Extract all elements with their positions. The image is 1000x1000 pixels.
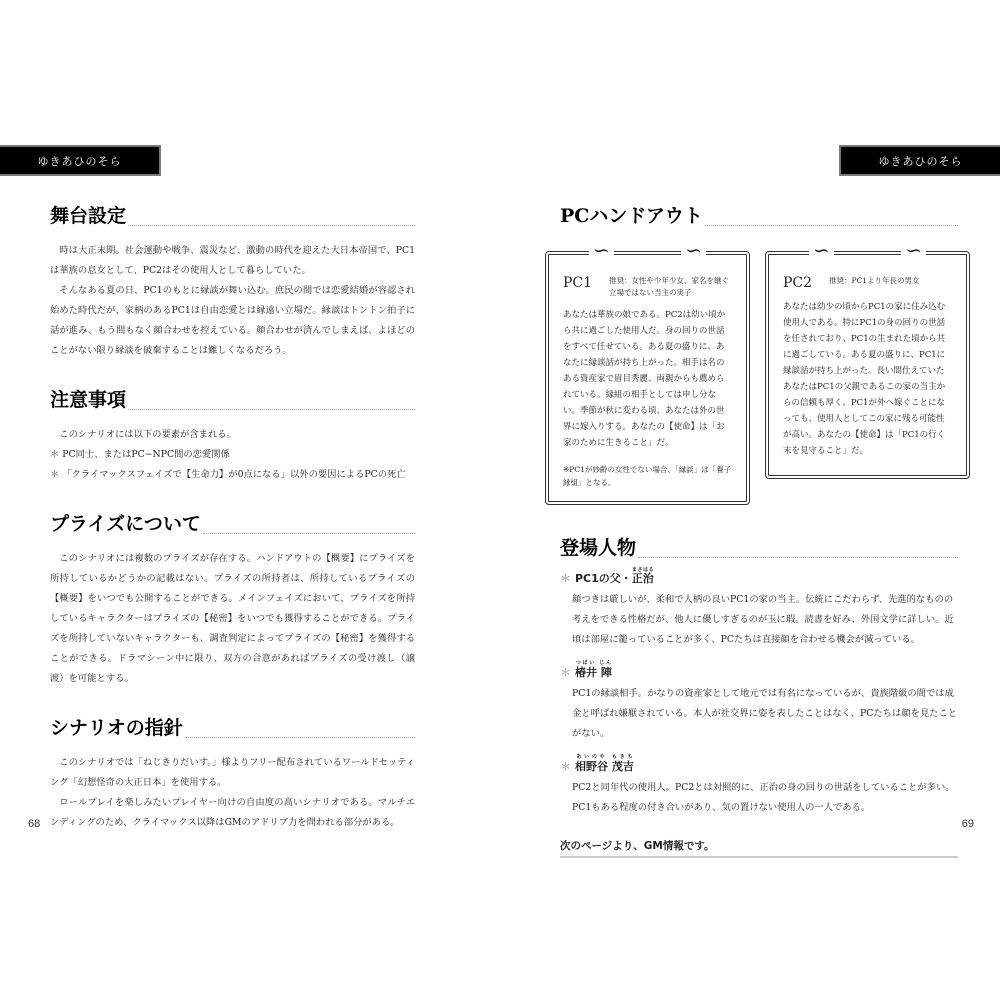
handout-recommend: 推奨：PC1より年長の男女 [829,276,920,285]
paragraph: ロールプレイを楽しみたいプレイヤー向けの自由度の高いシナリオである。マルチエンディングのため、クライマックス以降はGMのアドリブ力を問われる部分がある。 [50,797,415,828]
character-name [560,754,958,778]
paragraph: 時は大正末期。社会運動や戦争、震災など、激動の時代を迎えた大日本帝国で、PC1は華族の息女として、PC2はその使用人として暮らしていた。 [50,245,415,276]
page-number-left: 68 [28,818,41,830]
character-name [560,567,958,590]
section-title: プライズについて [50,511,415,537]
character-prefix: PC1の父・ [575,572,632,585]
section-policy [50,715,415,833]
list-item: ＊ PC同士、またはPC−NPC間の恋愛関係 [50,449,230,460]
handout-card-pc2 [765,251,970,479]
handout-recommend: 推奨：女性や少年少女、家名を継ぐ立場ではない当主の実子 [609,276,729,297]
name: 正治 [631,572,654,585]
section-prize [50,511,415,689]
handout-note: ※PC1が妙齢の女性でない場合、「縁談」は「養子縁組」となる。 [563,465,732,487]
handout-cards [545,251,970,505]
paragraph: このシナリオでは「ねじきりだいす。」様よりフリー配布されているワールドセッティング「幻想怪奇の大正日本」を使用する。 [50,757,415,788]
asterisk-icon: ＊ [560,760,571,773]
name: 椿井 陣 [575,666,612,679]
right-page-column [545,203,970,858]
paragraph: そんなある夏の日、PC1のもとに縁談が舞い込む。庶民の間では恋愛結婚が容認され始めた時代だが、家柄のあるPC1は自由恋愛とは縁遠い立場だ。縁談はトントン拍子に話が進み、もう間もなく顔合わせを控えている。顔合わせが済んでしまえば、よほどのことがない限り縁談を破棄することは難しくなるだろう。 [50,285,415,356]
list-item: ＊ 「クライマックスフェイズで【生命力】が0点になる」以外の要因によるPCの死亡 [50,469,406,480]
section-title: シナリオの指針 [50,715,415,741]
character-desc: 顔つきは厳しいが、柔和で人柄の良いPC1の家の当主。伝統にこだわらず、先進的なものの考えをできる性格だが、他人に優しすぎるのが玉に瑕。読書を好み、外国文学に詳しい。近頃は部屋に籠っていることが多く、PCたちは直接顔を合わせる機会が減っている。 [572,594,954,645]
character-desc: PC2と同年代の使用人。PC2とは対照的に、正治の身の回りの世話をしていることが多い。PC1もある程度の付き合いがあり、気の置けない使用人の一人である。 [572,782,955,813]
section-title: 登場人物 [560,535,958,561]
left-page-column [50,203,415,859]
section-title: 注意事項 [50,387,415,413]
section-caution [50,387,415,485]
ruby: まさはる [631,567,654,573]
section-title: 舞台設定 [50,203,415,229]
section-handout [560,203,958,229]
section-setting [50,203,415,361]
ruby: つばい じん [575,660,612,666]
section-title: PCハンドアウト [560,203,958,229]
running-header-right: ゆきあひのそら [839,145,1000,176]
running-header-left: ゆきあひのそら [0,145,161,176]
character-desc: PC1の縁談相手。かなりの資産家として地元では有名になっているが、貴族階級の間では成金と呼ばれ嫌厭されている。本人が社交界に姿を表したことはなく、PCたちは顔を見たことがない。 [572,688,958,739]
page-number-right: 69 [961,818,974,830]
handout-body: あなたは華族の娘である。PC2は幼い頃から共に過ごした使用人だ。身の回りの世話をすべて任せている。ある夏の盛りに、あなたに縁談話が持ち上がった。相手は名のある資産家で眉目秀麗、両親からも薦められている。縁組の相手としては申し分ない。季節が秋に変わる頃、あなたは外の世界に嫁入りする。あなたの【使命】は「お家のために生きること」だ。 [563,310,726,448]
asterisk-icon: ＊ [560,666,571,679]
handout-card-pc1 [545,251,750,505]
paragraph: このシナリオには以下の要素が含まれる。 [59,429,236,440]
handout-name: ∽ PC1 [563,275,593,291]
ruby: あいのや もきち [575,754,634,760]
name: 相野谷 茂吉 [575,760,634,773]
section-characters [560,535,958,818]
handout-body: あなたは幼少の頃からPC1の家に住み込む使用人である。特にPC1の身の回りの世話を任されており、PC1の生まれた頃から共に過ごしている。ある夏の盛りに、PC1に縁談話が持ち上がった。長い間仕えていたあなたはPC1の父親であるこの家の当主からの信頼も厚く、PC1が外へ嫁ぐことになっても、使用人としてこの家に残る可能性が高い。あなたの【使命】は「PC1の行く末を見守ること」だ。 [783,302,946,456]
next-page-note: 次のページより、GM情報です。 [560,838,958,858]
paragraph: このシナリオには複数のプライズが存在する。ハンドアウトの【概要】にプライズを所持しているかどうかの記載はない。プライズの所持者は、所持しているプライズの【概要】をいつでも公開することができる。メインフェイズにおいて、プライズを所持しているキャラクターはプライズの【秘密】をいつでも獲得することができる。プライズを所持していないキャラクターも、調査判定によってプライズの【秘密】を獲得することができる。ドラマシーン中に限り、双方の合意があればプライズの受け渡し（譲渡）を可能とする。 [50,553,415,684]
handout-name: ∽ PC2 [783,275,813,291]
character-name [560,660,958,684]
asterisk-icon: ＊ [560,572,571,585]
